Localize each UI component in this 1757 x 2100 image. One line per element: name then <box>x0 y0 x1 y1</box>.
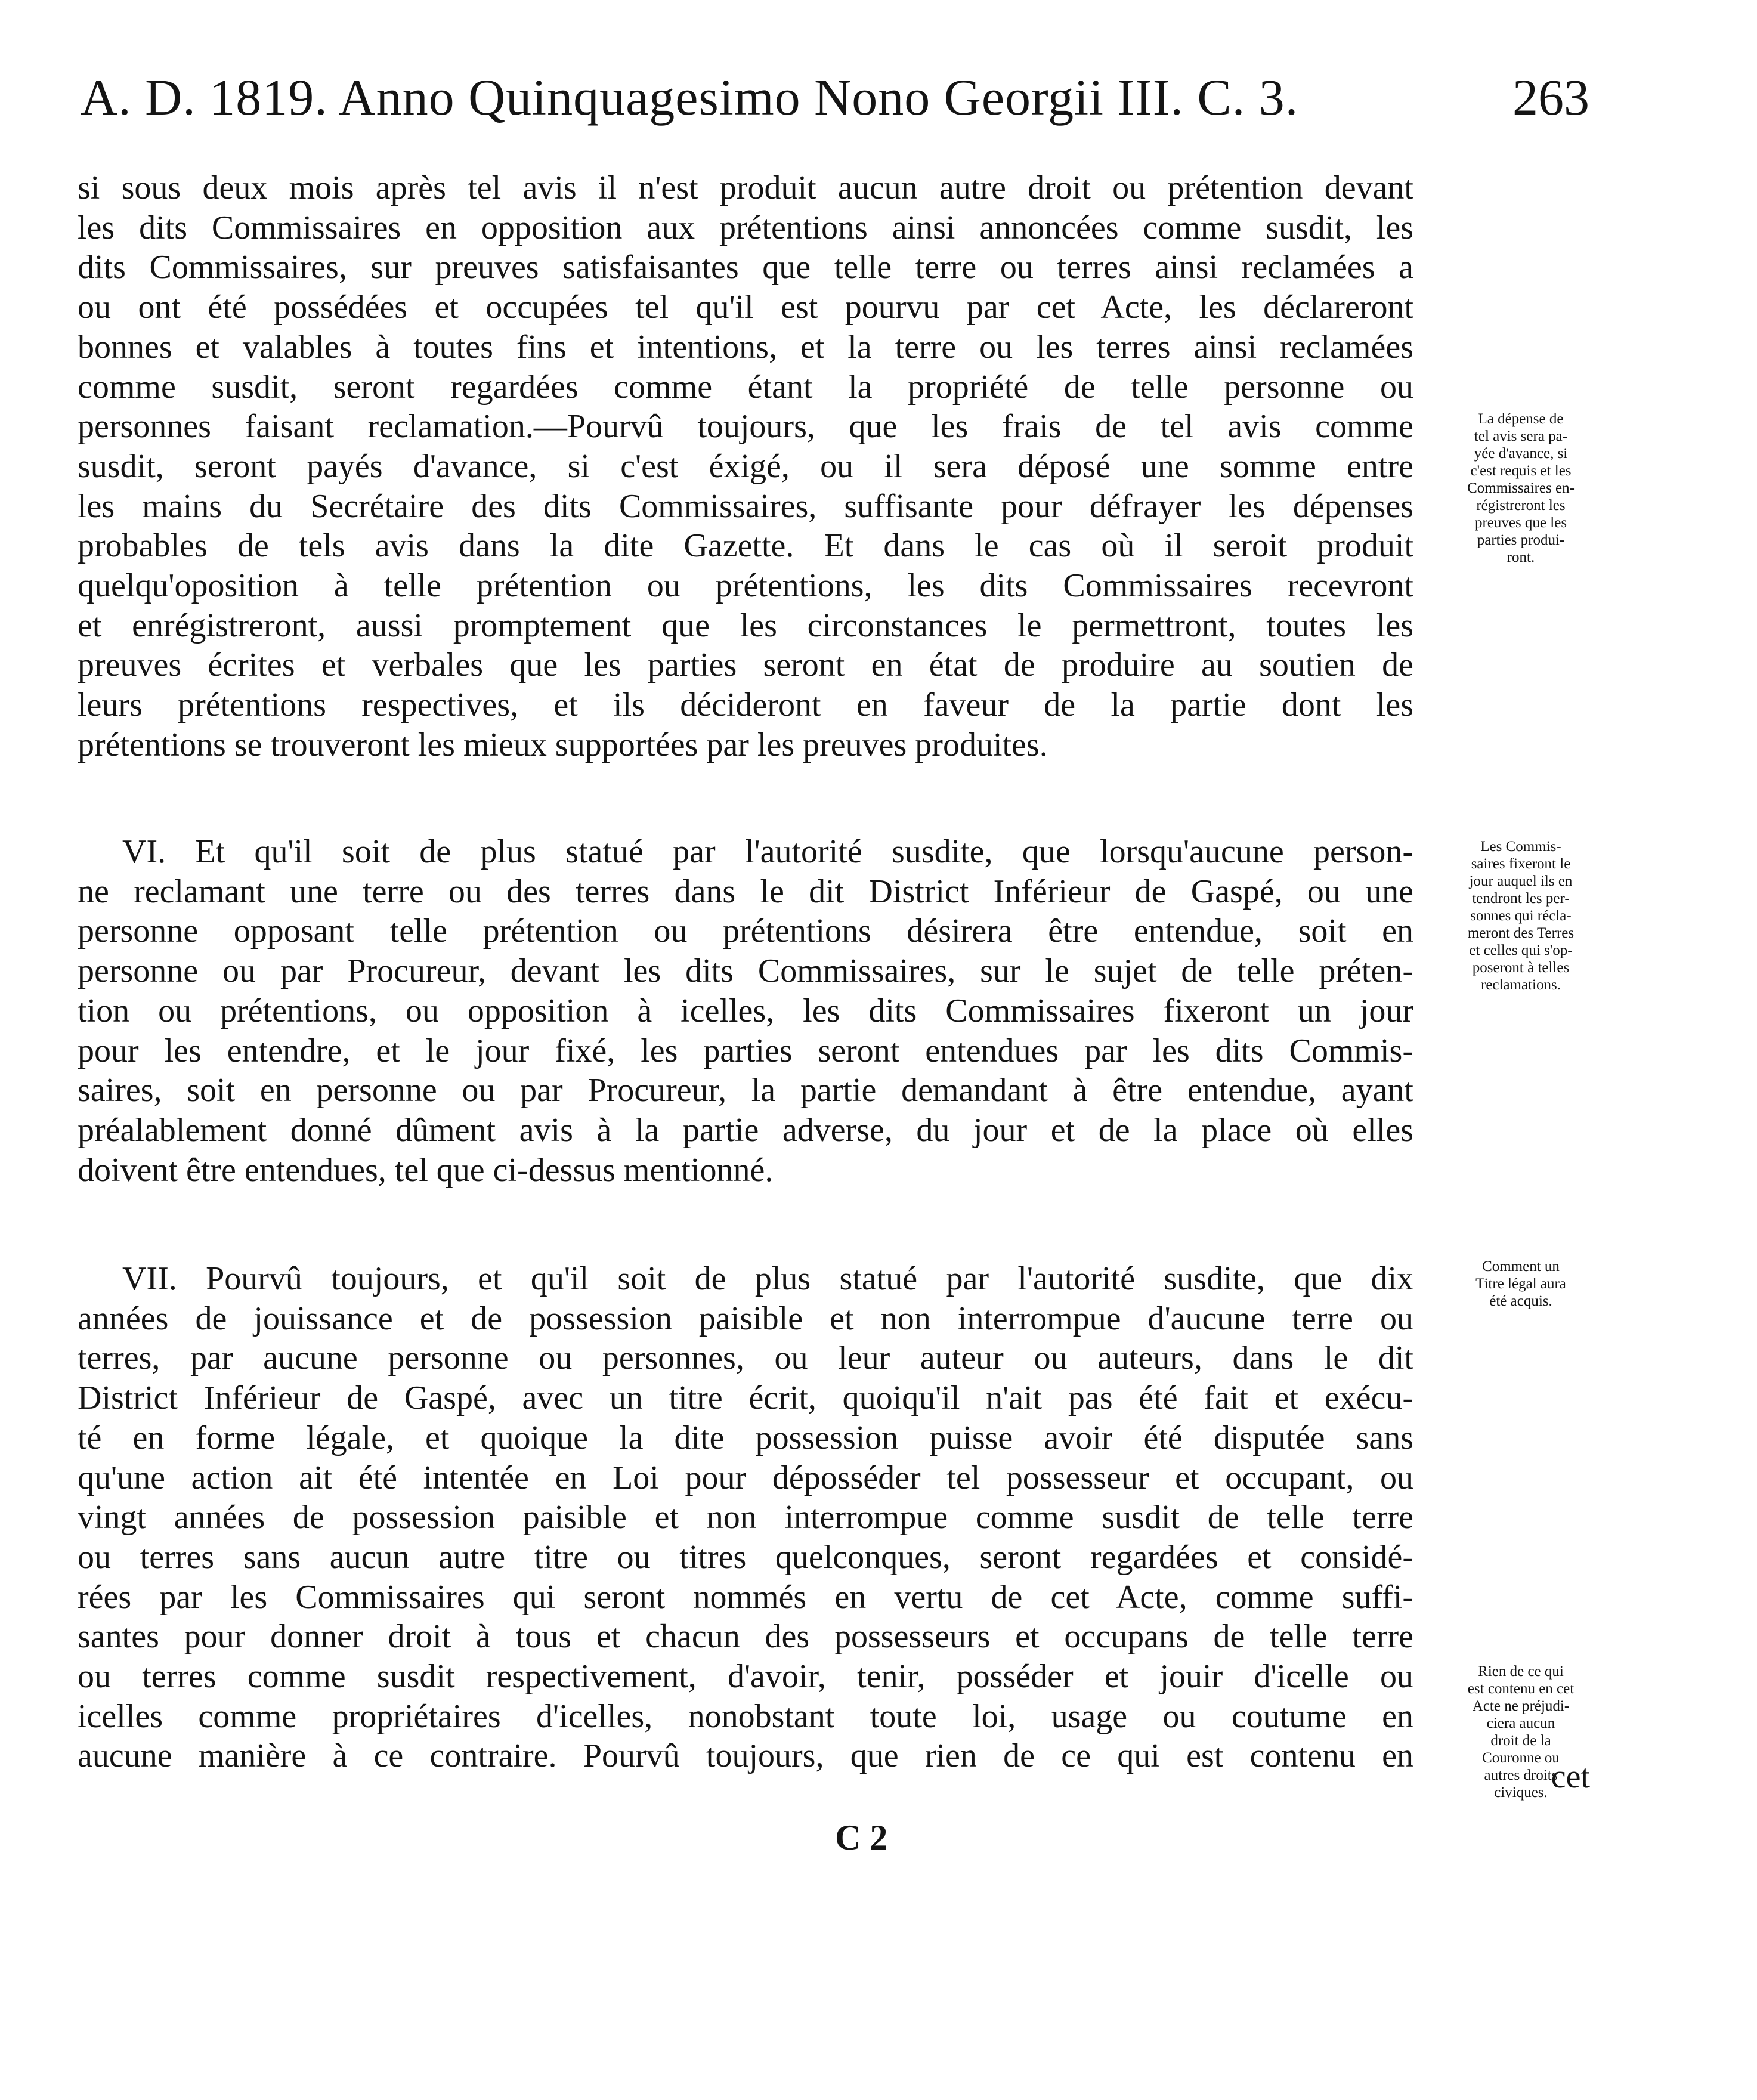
margin-note-line: ront. <box>1507 549 1535 565</box>
text-line: si sous deux mois après tel avis il n'est produit aucun autre droit ou prétention devant <box>78 169 1413 206</box>
page-number: 263 <box>1512 69 1589 126</box>
margin-note-line: Rien de ce qui <box>1478 1663 1564 1680</box>
margin-note-line: civiques. <box>1494 1784 1548 1801</box>
text-line: personne opposant telle prétention ou prétentions désirera être entendue, soit en <box>78 913 1413 950</box>
text-line: té en forme légale, et quoique la dite possession puisse avoir été disputée sans <box>78 1419 1413 1456</box>
margin-note-line: parties produi- <box>1477 532 1565 548</box>
margin-note-line: est contenu en cet <box>1467 1681 1575 1697</box>
margin-note-line: c'est requis et les <box>1470 463 1572 479</box>
paragraph-continuation <box>78 168 1413 765</box>
margin-note-line: yée d'avance, si <box>1474 446 1568 462</box>
text-line: icelles comme propriétaires d'icelles, nonobstant toute loi, usage ou coutume en <box>78 1697 1413 1735</box>
margin-note-line: meront des Terres <box>1467 925 1575 941</box>
text-line: ou terres sans aucun autre titre ou titres quelconques, seront regardées et considé- <box>78 1538 1413 1576</box>
margin-note-line: Titre légal aura <box>1475 1276 1566 1292</box>
text-line: ou terres comme susdit respectivement, d'avoir, tenir, posséder et jouir d'icelle ou <box>78 1658 1413 1696</box>
margin-note-legal-title <box>1431 1258 1610 1310</box>
margin-note-line: Commissaires en- <box>1467 480 1575 496</box>
text-line: rées par les Commissaires qui seront nommés en vertu de cet Acte, comme suffi- <box>78 1578 1413 1616</box>
signature-mark: C 2 <box>835 1818 888 1857</box>
margin-note-line: sonnes qui récla- <box>1470 908 1572 924</box>
catchword: cet <box>1551 1758 1590 1795</box>
text-line: VI. Et qu'il soit de plus statué par l'autorité susdite, que lorsqu'aucune person- <box>122 833 1413 870</box>
text-line: dits Commissaires, sur preuves satisfaisantes que telle terre ou terres ainsi reclamées a <box>78 249 1413 286</box>
margin-note-line: droit de la <box>1490 1733 1551 1749</box>
text-line: VII. Pourvû toujours, et qu'il soit de plus statué par l'autorité susdite, que dix <box>122 1260 1413 1297</box>
margin-note-notice-costs <box>1431 410 1610 566</box>
text-line: leurs prétentions respectives, et ils décideront en faveur de la partie dont les <box>78 686 1413 724</box>
margin-note-line: Acte ne préjudi- <box>1472 1698 1570 1714</box>
text-line: preuves écrites et verbales que les parties seront en état de produire au soutien de <box>78 647 1413 684</box>
margin-note-line: Les Commis- <box>1480 839 1561 855</box>
section-vi <box>78 832 1413 1190</box>
margin-note-hearing-day <box>1431 838 1610 994</box>
running-head: A. D. 1819. Anno Quinquagesimo Nono Georgii III. C. 3. <box>81 69 1299 126</box>
section-vii <box>78 1259 1413 1776</box>
text-line: susdit, seront payés d'avance, si c'est éxigé, ou il sera déposé une somme entre <box>78 447 1413 485</box>
text-line: ne reclamant une terre ou des terres dans le dit District Inférieur de Gaspé, ou une <box>78 873 1413 910</box>
margin-note-line: tel avis sera pa- <box>1474 428 1568 444</box>
text-line: les mains du Secrétaire des dits Commissaires, suffisante pour défrayer les dépenses <box>78 487 1413 525</box>
text-line: tion ou prétentions, ou opposition à icelles, les dits Commissaires fixeront un jour <box>78 992 1413 1029</box>
text-line: pour les entendre, et le jour fixé, les parties seront entendues par les dits Commis- <box>78 1032 1413 1069</box>
margin-note-line: et celles qui s'op- <box>1469 942 1573 958</box>
text-line: bonnes et valables à toutes fins et intentions, et la terre ou les terres ainsi reclamées <box>78 328 1413 366</box>
text-line: ou ont été possédées et occupées tel qu'il est pourvu par cet Acte, les déclareront <box>78 289 1413 326</box>
margin-note-line: jour auquel ils en <box>1469 873 1573 889</box>
text-line: District Inférieur de Gaspé, avec un titre écrit, quoiqu'il n'ait pas été fait et exécu- <box>78 1380 1413 1417</box>
margin-note-line: reclamations. <box>1481 977 1561 993</box>
text-line: aucune manière à ce contraire. Pourvû toujours, que rien de ce qui est contenu en <box>78 1737 1413 1775</box>
text-line: comme susdit, seront regardées comme étant la propriété de telle personne ou <box>78 368 1413 406</box>
text-line: doivent être entendues, tel que ci-dessus mentionné. <box>78 1151 774 1189</box>
margin-note-line: La dépense de <box>1478 411 1564 427</box>
margin-note-line: Couronne ou <box>1482 1750 1560 1766</box>
page-header <box>81 64 1589 130</box>
margin-note-line: preuves que les <box>1474 515 1567 531</box>
margin-note-line: tendront les per- <box>1472 890 1570 907</box>
text-line: préalablement donné dûment avis à la partie adverse, du jour et de la place où elles <box>78 1111 1413 1149</box>
margin-note-line: autres droits <box>1484 1767 1558 1783</box>
margin-note-line: Comment un <box>1482 1258 1560 1275</box>
margin-note-line: saires fixeront le <box>1471 856 1571 872</box>
margin-note-line: été acquis. <box>1489 1293 1552 1309</box>
text-line: personnes faisant reclamation.—Pourvû toujours, que les frais de tel avis comme <box>78 408 1413 446</box>
text-line: santes pour donner droit à tous et chacun des possesseurs et occupans de telle terre <box>78 1618 1413 1656</box>
text-line: personne ou par Procureur, devant les dits Commissaires, sur le sujet de telle préten- <box>78 952 1413 990</box>
text-line: saires, soit en personne ou par Procureur, la partie demandant à être entendue, ayant <box>78 1072 1413 1109</box>
text-line: qu'une action ait été intentée en Loi pour déposséder tel possesseur et occupant, ou <box>78 1459 1413 1496</box>
text-line: les dits Commissaires en opposition aux prétentions ainsi annoncées comme susdit, les <box>78 209 1413 246</box>
margin-note-line: ciera aucun <box>1486 1715 1555 1731</box>
margin-note-line: poseront à telles <box>1472 960 1570 976</box>
text-line: probables de tels avis dans la dite Gazette. Et dans le cas où il seroit produit <box>78 527 1413 565</box>
text-line: prétentions se trouveront les mieux supportées par les preuves produites. <box>78 726 1048 763</box>
text-line: vingt années de possession paisible et non interrompue comme susdit de telle terre <box>78 1499 1413 1536</box>
text-line: terres, par aucune personne ou personnes, ou leur auteur ou auteurs, dans le dit <box>78 1340 1413 1377</box>
text-line: quelqu'oposition à telle prétention ou prétentions, les dits Commissaires recevront <box>78 567 1413 605</box>
text-line: et enrégistreront, aussi promptement que les circonstances le permettront, toutes les <box>78 607 1413 644</box>
margin-note-line: régistreront les <box>1476 497 1566 514</box>
text-line: années de jouissance et de possession paisible et non interrompue d'aucune terre ou <box>78 1300 1413 1337</box>
